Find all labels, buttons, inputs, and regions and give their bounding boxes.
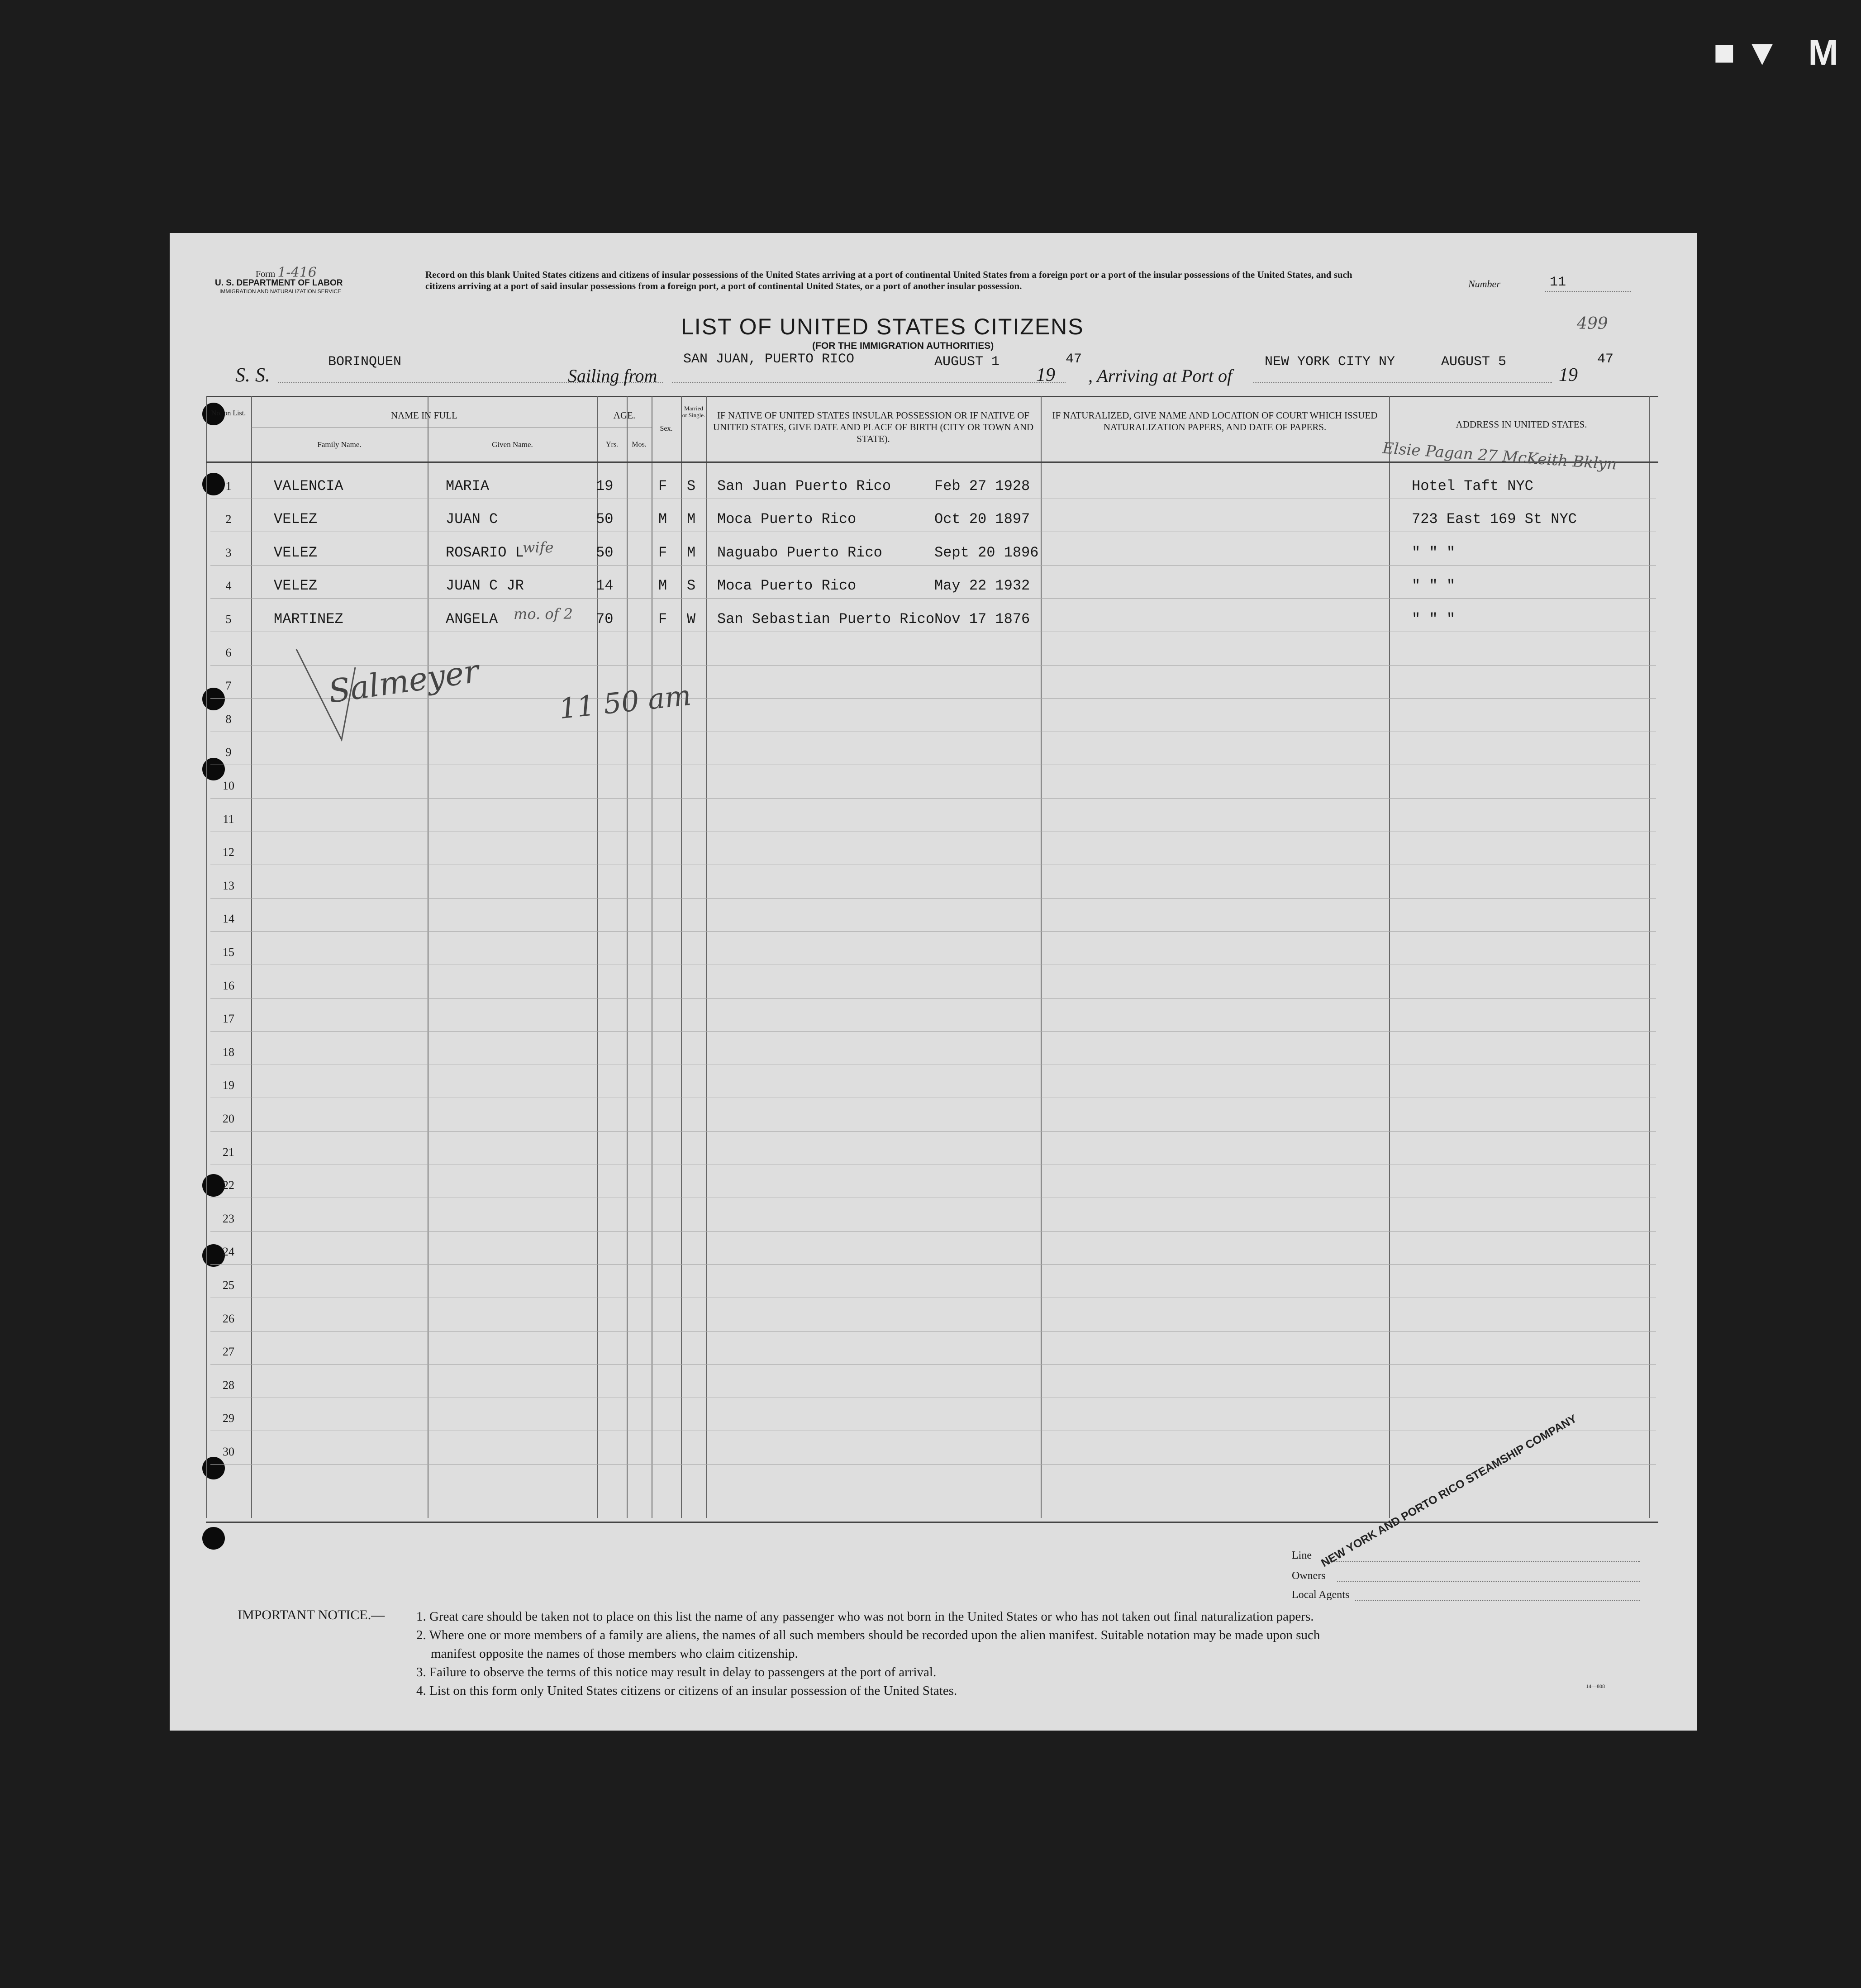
birth-date-cell: Sept 20 1896 [934, 544, 1039, 561]
birth-date-cell: Nov 17 1876 [934, 611, 1030, 628]
ruled-line [210, 998, 1656, 999]
owners-label: Owners [1292, 1570, 1326, 1582]
birth-place-cell: Moca Puerto Rico [717, 577, 857, 594]
ruled-line [210, 1264, 1656, 1265]
ruled-line [210, 798, 1656, 799]
ruled-line [210, 1031, 1656, 1032]
col-name-in-full: NAME IN FULL [391, 410, 457, 421]
row-number: 1 [225, 479, 232, 493]
sex-cell: F [658, 611, 667, 628]
birth-date-cell: Feb 27 1928 [934, 477, 1030, 495]
service-name: IMMIGRATION AND NATURALIZATION SERVICE [219, 288, 342, 295]
row-number: 27 [223, 1345, 234, 1359]
notice-2-cont: manifest opposite the names of those members who claim citizenship. [431, 1646, 798, 1661]
row-number: 28 [223, 1378, 234, 1392]
ruled-line [210, 598, 1656, 599]
address-cell: " " " [1412, 611, 1456, 628]
ruled-line [210, 931, 1656, 932]
handwritten-relation-note: wife [523, 538, 554, 556]
sex-cell: F [658, 477, 667, 495]
ruled-line [210, 1464, 1656, 1465]
address-cell: Hotel Taft NYC [1412, 477, 1533, 495]
sex-cell: M [658, 577, 667, 594]
notice-2: 2. Where one or more members of a family are aliens, the names of all such members should be recorded upon the alien manifest. Suitable notation may be made upon such [416, 1628, 1320, 1642]
given-name-cell: MARIA [446, 477, 490, 495]
ruled-line [210, 565, 1656, 566]
family-name-cell: VELEZ [274, 544, 318, 561]
instructions-text: Record on this blank United States citizens and citizens of insular possessions of the United States arriving at a port of continental United States from a foreign port or a port of the insular possessions of the United States, and such citizens arriving at a port of said insular possessions from a foreign port, a port of continental United States, or a port of another insular possession. [425, 269, 1352, 291]
sex-cell: F [658, 544, 667, 561]
notice-1: 1. Great care should be taken not to place on this list the name of any passenger who was not born in the United States or who has not taken out final naturalization papers. [416, 1609, 1314, 1624]
age-cell: 19 [596, 477, 614, 495]
sail-year-prefix: 19 [1036, 365, 1055, 385]
form-title: LIST OF UNITED STATES CITIZENS [681, 314, 1084, 339]
ship-name: BORINQUEN [328, 354, 402, 370]
family-name-cell: MARTINEZ [274, 611, 343, 628]
col-family-name: Family Name. [317, 440, 362, 449]
corner-film-marks: ■▼ M [1713, 32, 1847, 72]
birth-date-cell: Oct 20 1897 [934, 511, 1030, 528]
line-label: Line [1292, 1550, 1312, 1561]
ruled-line [210, 1364, 1656, 1365]
row-number: 18 [223, 1045, 234, 1059]
row-number: 3 [225, 546, 232, 559]
col-sex: Sex. [660, 425, 673, 433]
family-name-cell: VELEZ [274, 511, 318, 528]
row-number: 19 [223, 1079, 234, 1092]
marital-status-cell: M [687, 511, 696, 528]
ss-label: S. S. [235, 364, 270, 386]
handwritten-check-mark [292, 640, 391, 749]
sex-cell: M [658, 511, 667, 528]
notice-3: 3. Failure to observe the terms of this notice may result in delay to passengers at the port of arrival. [416, 1665, 937, 1679]
arriving-label: , Arriving at Port of [1088, 366, 1233, 386]
col-birth: IF NATIVE OF UNITED STATES INSULAR POSSESSION OR IF NATIVE OF UNITED STATES, GIVE DATE AND PLACE OF BIRTH (CITY OR TOWN AND STATE). [713, 410, 1034, 444]
sail-year: 47 [1066, 352, 1082, 367]
marital-status-cell: W [687, 611, 696, 628]
handwritten-address-note: Elsie Pagan 27 McKeith Bklyn [1382, 439, 1618, 474]
row-number: 24 [223, 1245, 234, 1259]
col-mos: Mos. [632, 441, 647, 448]
given-name-cell: JUAN C JR [446, 577, 524, 594]
arrival-year: 47 [1597, 352, 1614, 367]
address-cell: " " " [1412, 577, 1456, 594]
number-label: Number [1468, 278, 1500, 290]
notice-4: 4. List on this form only United States citizens or citizens of an insular possession of the United States. [416, 1684, 957, 1698]
row-number: 25 [223, 1279, 234, 1292]
marital-status-cell: S [687, 477, 696, 495]
arrival-date: AUGUST 5 [1441, 354, 1507, 370]
arrival-port: NEW YORK CITY NY [1265, 354, 1395, 370]
age-cell: 70 [596, 611, 614, 628]
row-number: 5 [225, 613, 232, 626]
row-number: 10 [223, 779, 234, 792]
row-number: 22 [223, 1179, 234, 1192]
col-naturalized: IF NATURALIZED, GIVE NAME AND LOCATION OF COURT WHICH ISSUED NATURALIZATION PAPERS, AND DATE OF PAPERS. [1052, 410, 1378, 433]
age-cell: 14 [596, 577, 614, 594]
birth-date-cell: May 22 1932 [934, 577, 1030, 594]
row-number: 4 [225, 579, 232, 593]
marital-status-cell: S [687, 577, 696, 594]
given-name-cell: ANGELA [446, 611, 498, 628]
birth-place-cell: San Sebastian Puerto Rico [717, 611, 935, 628]
col-no: No. on List. [211, 409, 246, 417]
row-number: 21 [223, 1145, 234, 1159]
col-yrs: Yrs. [605, 441, 619, 448]
age-cell: 50 [596, 544, 614, 561]
sailing-label: Sailing from [568, 366, 657, 386]
family-name-cell: VALENCIA [274, 477, 343, 495]
form-id: Form 1-416 [256, 265, 317, 281]
ruled-line [210, 1331, 1656, 1332]
row-number: 2 [225, 513, 232, 526]
row-number: 30 [223, 1445, 234, 1458]
given-name-cell: JUAN C [446, 511, 498, 528]
manifest-sheet [170, 233, 1697, 1731]
ruled-line [210, 698, 1656, 699]
ruled-line [210, 1231, 1656, 1232]
row-number: 16 [223, 979, 234, 992]
local-agents-label: Local Agents [1292, 1589, 1350, 1601]
birth-place-cell: San Juan Puerto Rico [717, 477, 891, 495]
row-number: 12 [223, 846, 234, 859]
given-name-cell: ROSARIO L [446, 544, 524, 561]
handwritten-relation-note: mo. of 2 [514, 605, 573, 623]
row-number: 6 [225, 646, 232, 659]
marital-status-cell: M [687, 544, 696, 561]
address-cell: 723 East 169 St NYC [1412, 511, 1577, 528]
family-name-cell: VELEZ [274, 577, 318, 594]
sailing-date: AUGUST 1 [934, 354, 1000, 370]
col-address: ADDRESS IN UNITED STATES. [1456, 419, 1587, 430]
row-number: 7 [225, 679, 232, 693]
row-number: 8 [225, 712, 232, 726]
row-number: 23 [223, 1212, 234, 1225]
row-number: 13 [223, 879, 234, 892]
form-code: 14—808 [1586, 1683, 1605, 1689]
age-cell: 50 [596, 511, 614, 528]
sailing-port: SAN JUAN, PUERTO RICO [683, 352, 855, 367]
col-age: AGE. [613, 410, 636, 421]
punch-hole [202, 1527, 225, 1550]
address-cell: " " " [1412, 544, 1456, 561]
ruled-line [210, 1131, 1656, 1132]
row-number: 9 [225, 746, 232, 759]
row-number: 15 [223, 946, 234, 959]
row-number: 17 [223, 1012, 234, 1026]
notice-label: IMPORTANT NOTICE.— [238, 1608, 385, 1622]
number-value: 11 [1550, 275, 1566, 290]
arrival-year-prefix: 19 [1559, 365, 1578, 385]
ruled-line [210, 898, 1656, 899]
col-given-name: Given Name. [492, 440, 533, 449]
col-married-single: Married or Single. [682, 405, 705, 419]
row-number: 14 [223, 912, 234, 926]
form-subtitle: (FOR THE IMMIGRATION AUTHORITIES) [812, 341, 994, 351]
row-number: 29 [223, 1412, 234, 1425]
birth-place-cell: Moca Puerto Rico [717, 511, 857, 528]
department-name: U. S. DEPARTMENT OF LABOR [215, 278, 343, 288]
row-number: 26 [223, 1312, 234, 1325]
handwritten-time-note: 11 50 am [557, 678, 693, 726]
handwritten-signature: Salmeyer [326, 652, 481, 710]
birth-place-cell: Naguabo Puerto Rico [717, 544, 882, 561]
row-number: 20 [223, 1112, 234, 1125]
page-number: 499 [1577, 314, 1608, 333]
steamship-company-stamp: NEW YORK AND PORTO RICO STEAMSHIP COMPANY [1319, 1412, 1579, 1570]
notice-list [416, 1608, 1320, 1700]
row-number: 11 [223, 812, 234, 826]
